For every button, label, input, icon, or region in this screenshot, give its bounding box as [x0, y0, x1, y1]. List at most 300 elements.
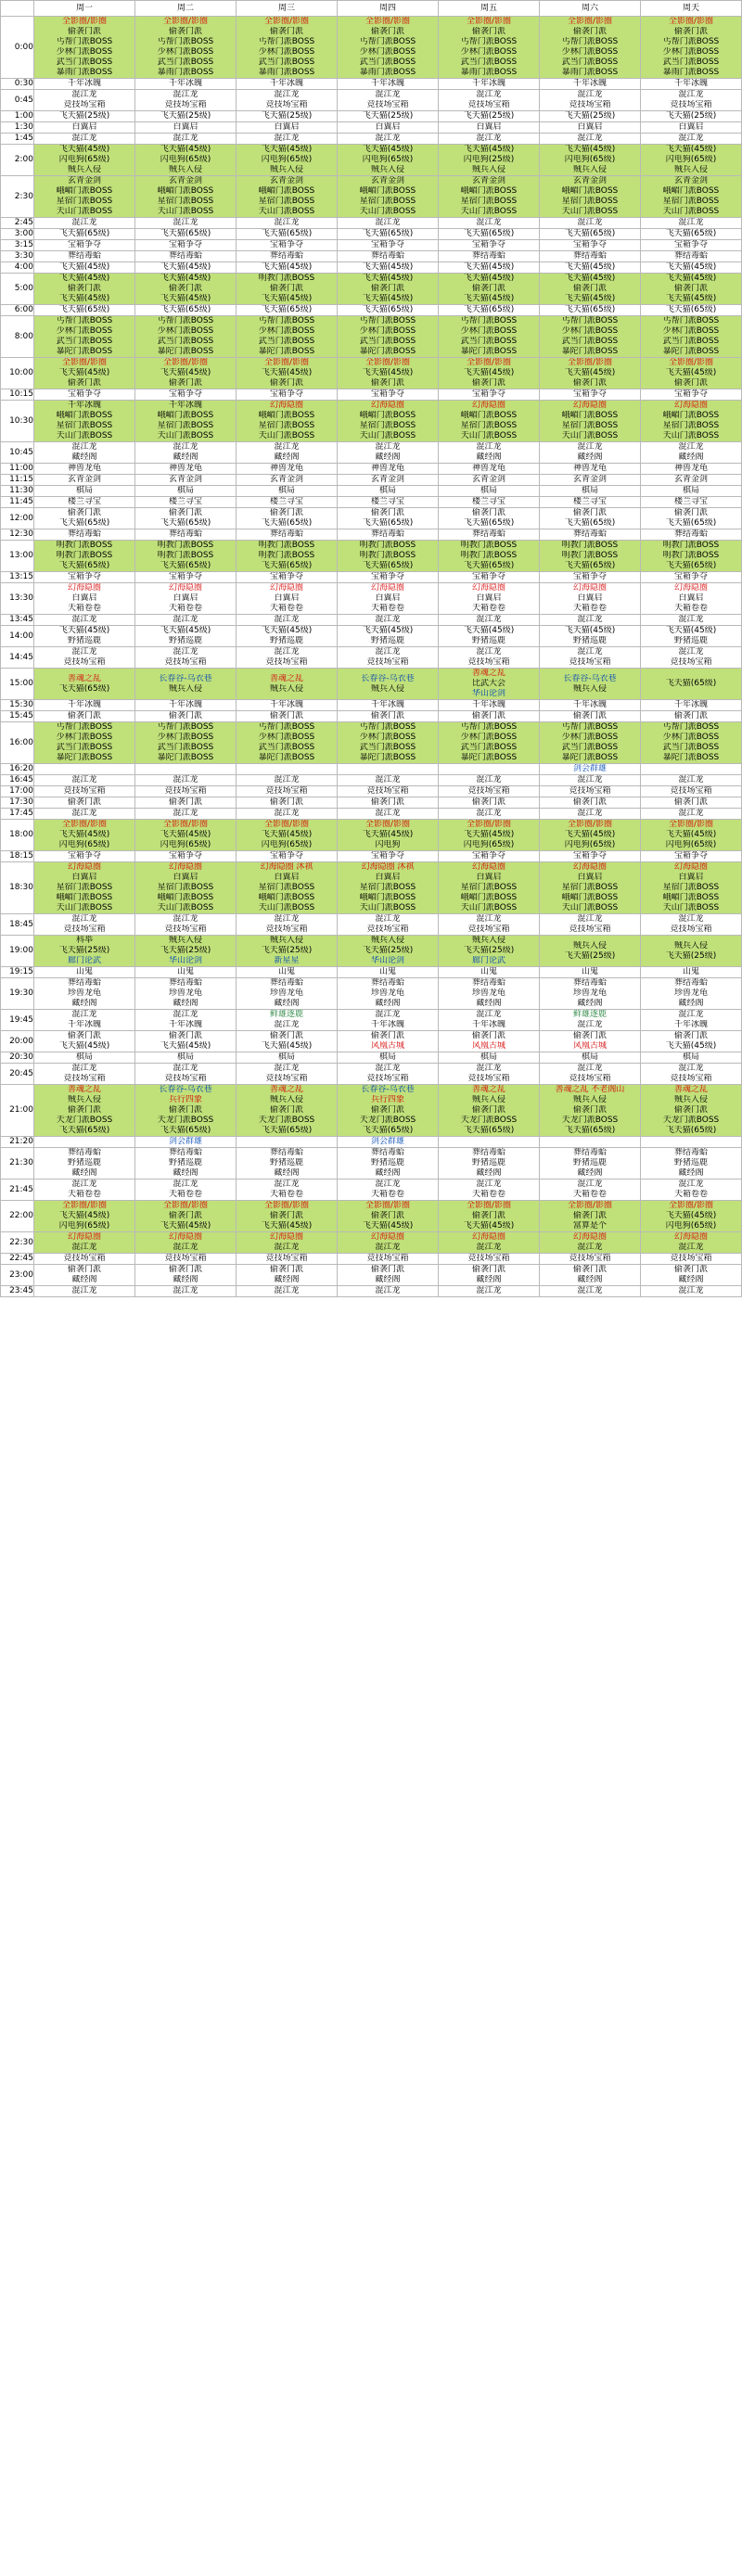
event-entry: 飞天猫(45级): [564, 294, 616, 303]
event-entry: 混江龙: [173, 1286, 198, 1295]
event-entry: 竞技场宝箱: [366, 657, 409, 667]
day-header-1: 周一: [34, 1, 135, 17]
event-entry: 飞天猫(25级): [564, 111, 616, 121]
schedule-cell: [338, 176, 439, 218]
schedule-cell: [135, 615, 237, 626]
schedule-cell: [237, 862, 338, 914]
schedule-cell: [237, 240, 338, 251]
event-entry: 暴雨门派BOSS: [460, 68, 518, 77]
event-entry: 幻海隐圈: [471, 583, 505, 593]
schedule-cell: [540, 251, 641, 262]
event-entry: 藏经阁: [274, 999, 300, 1008]
schedule-cell: [641, 464, 742, 475]
schedule-cell: [641, 218, 742, 229]
schedule-cell: [135, 797, 237, 809]
event-entry: 千年冰魄: [168, 401, 202, 410]
event-entry: 长春谷-乌衣巷: [563, 673, 617, 683]
event-entry: 千年冰魄: [370, 79, 404, 88]
schedule-cell: [439, 1148, 540, 1180]
event-entry: 飞天猫(45级): [362, 145, 414, 154]
schedule-cell: [439, 464, 540, 475]
schedule-cell: [34, 1137, 135, 1148]
schedule-cell: [641, 442, 742, 464]
event-entry: 贼兵入侵: [168, 165, 202, 174]
event-entry: 偷袭门派: [572, 284, 607, 293]
time-label: 2:45: [1, 218, 34, 229]
event-entry: 星宿门派BOSS: [662, 883, 720, 892]
event-entry: 武当门派BOSS: [56, 743, 113, 752]
event-entry: 贼兵入侵: [673, 165, 708, 174]
event-entry: 藏经阁: [476, 453, 502, 462]
event-entry: 藏经阁: [375, 453, 401, 462]
schedule-cell: [135, 274, 237, 305]
schedule-row: [1, 797, 742, 809]
schedule-cell: [439, 274, 540, 305]
schedule-cell: [439, 700, 540, 711]
event-entry: 幻海隐圈: [168, 1232, 202, 1242]
event-entry: 混江龙: [678, 1286, 704, 1295]
schedule-cell: [641, 809, 742, 820]
schedule-cell: [237, 122, 338, 134]
event-entry: 天龙门派BOSS: [56, 1116, 113, 1125]
schedule-cell: [135, 145, 237, 176]
schedule-cell: [237, 797, 338, 809]
event-entry: 混江龙: [274, 134, 300, 143]
event-entry: 飞天猫(45级): [463, 626, 515, 635]
event-entry: 少林门派BOSS: [561, 47, 619, 57]
schedule-cell: [540, 722, 641, 764]
schedule-cell: [237, 1201, 338, 1232]
schedule-cell: [237, 722, 338, 764]
schedule-cell: [338, 529, 439, 541]
event-entry: 混江龙: [577, 1243, 603, 1252]
event-entry: 楼兰寻宝: [673, 497, 708, 506]
event-entry: 混江龙: [375, 1180, 401, 1189]
event-entry: 长春谷-乌衣巷: [361, 673, 415, 683]
event-entry: 宝箱争夺: [67, 851, 101, 861]
event-entry: 丐帮门派BOSS: [56, 316, 113, 325]
event-entry: 楼兰寻宝: [168, 497, 202, 506]
event-entry: 葬结毒蛤: [471, 1148, 505, 1157]
event-entry: 飞天猫(65级): [160, 305, 211, 314]
event-entry: 竞技场宝箱: [63, 1254, 106, 1263]
table-body: [1, 17, 742, 1297]
event-entry: 星宿门派BOSS: [359, 883, 416, 892]
event-entry: 混江龙: [375, 90, 401, 99]
time-label: 17:45: [1, 809, 34, 820]
event-entry: 丐帮门派BOSS: [662, 722, 720, 732]
time-label: 18:15: [1, 851, 34, 862]
event-entry: 葬结毒蛤: [370, 978, 404, 988]
event-entry: 幻海隐圈: [269, 583, 303, 593]
schedule-cell: [641, 967, 742, 978]
schedule-cell: [439, 862, 540, 914]
schedule-cell: [237, 572, 338, 583]
event-entry: 珍兽龙龟: [67, 988, 101, 998]
event-entry: 风凰古城: [572, 1041, 607, 1051]
schedule-cell: [439, 176, 540, 218]
event-entry: 混江龙: [71, 809, 97, 818]
event-entry: 长春谷-乌衣巷: [361, 1085, 415, 1094]
schedule-cell: [641, 529, 742, 541]
schedule-cell: [135, 1286, 237, 1297]
schedule-cell: [540, 529, 641, 541]
event-entry: 竞技场宝箱: [670, 925, 712, 934]
schedule-cell: [34, 79, 135, 90]
schedule-cell: [237, 176, 338, 218]
schedule-cell: [237, 274, 338, 305]
event-entry: 白翼启: [71, 593, 97, 603]
schedule-cell: [641, 647, 742, 669]
event-entry: 野猪巡鹿: [471, 636, 505, 645]
schedule-cell: [439, 17, 540, 79]
event-entry: 混江龙: [678, 218, 704, 227]
event-entry: 闪电狗(65级): [665, 155, 717, 164]
schedule-cell: [338, 1064, 439, 1085]
event-entry: 棋局: [277, 1052, 295, 1062]
event-entry: 全影圈/影圈: [668, 358, 714, 367]
schedule-cell: [338, 722, 439, 764]
event-entry: 天箱卷卷: [168, 604, 202, 613]
event-entry: 珍兽龙龟: [673, 988, 708, 998]
schedule-cell: [237, 1137, 338, 1148]
event-entry: 藏经阁: [375, 1275, 401, 1284]
event-entry: 混江龙: [375, 1064, 401, 1073]
event-entry: 飞天猫(45级): [362, 626, 414, 635]
event-entry: 宝箱争夺: [269, 389, 303, 399]
event-entry: 飞天猫(45级): [463, 274, 515, 283]
event-entry: 廊门论武: [471, 956, 505, 965]
event-entry: 混江龙: [375, 775, 401, 784]
event-entry: 峨嵋门派BOSS: [359, 411, 416, 420]
event-entry: 暴陀门派BOSS: [157, 347, 214, 356]
schedule-cell: [34, 1148, 135, 1180]
schedule-cell: [641, 1085, 742, 1137]
event-entry: 葬结毒蛤: [572, 529, 607, 539]
schedule-cell: [439, 401, 540, 442]
schedule-cell: [540, 583, 641, 615]
event-entry: 全影圈/影圈: [162, 17, 209, 26]
schedule-cell: [641, 669, 742, 700]
event-entry: 廊门论武: [67, 956, 101, 965]
event-entry: 竞技场宝箱: [467, 100, 510, 109]
event-entry: 竞技场宝箱: [63, 657, 106, 667]
event-entry: 混江龙: [173, 1180, 198, 1189]
event-entry: 飞天猫(45级): [463, 1221, 515, 1231]
schedule-cell: [540, 262, 641, 274]
schedule-row: [1, 626, 742, 647]
schedule-cell: [439, 936, 540, 967]
schedule-row: [1, 978, 742, 1010]
event-entry: 风凰古城: [370, 1041, 404, 1051]
event-entry: 竞技场宝箱: [366, 1074, 409, 1083]
event-entry: 少林门派BOSS: [157, 47, 214, 57]
event-entry: 楼兰寻宝: [67, 497, 101, 506]
event-entry: 混江龙: [476, 1010, 502, 1019]
event-entry: 楼兰寻宝: [370, 497, 404, 506]
schedule-cell: [540, 1265, 641, 1286]
event-entry: 野猪巡鹿: [471, 1158, 505, 1167]
event-entry: 藏经阁: [173, 453, 198, 462]
event-entry: 混江龙: [71, 914, 97, 924]
event-entry: 华山论剑: [168, 956, 202, 965]
schedule-cell: [338, 786, 439, 797]
event-entry: 宝箱争夺: [572, 572, 607, 581]
schedule-cell: [540, 1010, 641, 1031]
event-entry: 幻海隐圈: [673, 1232, 708, 1242]
schedule-cell: [237, 229, 338, 240]
time-label: 18:30: [1, 862, 34, 914]
schedule-row: [1, 1148, 742, 1180]
event-entry: 偷袭门派: [269, 27, 303, 36]
event-entry: 竞技场宝箱: [366, 100, 409, 109]
event-entry: 飞天猫(65级): [665, 679, 717, 688]
event-entry: 少林门派BOSS: [662, 326, 720, 336]
event-entry: 星宿门派BOSS: [460, 421, 518, 430]
event-entry: 混江龙: [71, 1286, 97, 1295]
schedule-cell: [34, 497, 135, 508]
event-entry: 棋局: [277, 486, 295, 495]
event-entry: 飞天猫(45级): [665, 1211, 717, 1220]
event-entry: 飞天猫(45级): [564, 626, 616, 635]
schedule-cell: [641, 358, 742, 389]
event-entry: 丐帮门派BOSS: [258, 37, 315, 46]
event-entry: 宝箱争夺: [673, 389, 708, 399]
event-entry: 混江龙: [71, 647, 97, 657]
schedule-cell: [34, 1265, 135, 1286]
event-entry: 飞天猫(45级): [362, 262, 414, 272]
event-entry: 少林门派BOSS: [561, 326, 619, 336]
event-entry: 丐帮门派BOSS: [359, 316, 416, 325]
event-entry: 明教门派BOSS: [460, 541, 518, 550]
event-entry: 野猪巡鹿: [269, 636, 303, 645]
schedule-cell: [135, 1137, 237, 1148]
schedule-cell: [237, 316, 338, 358]
event-entry: 少林门派BOSS: [561, 733, 619, 742]
schedule-cell: [34, 1010, 135, 1031]
event-entry: 天山门派BOSS: [56, 431, 113, 440]
event-entry: 华山论剑: [370, 956, 404, 965]
event-entry: 偷袭门派: [269, 508, 303, 517]
event-entry: 长春谷-乌衣巷: [159, 673, 212, 683]
event-entry: 混江龙: [173, 1243, 198, 1252]
schedule-cell: [237, 967, 338, 978]
event-entry: 少林门派BOSS: [56, 47, 113, 57]
schedule-cell: [641, 820, 742, 851]
event-entry: 神兽龙龟: [572, 464, 607, 473]
event-entry: 混江龙: [274, 90, 300, 99]
event-entry: 丐帮门派BOSS: [56, 37, 113, 46]
schedule-row: [1, 914, 742, 936]
time-label: 8:00: [1, 316, 34, 358]
schedule-cell: [135, 486, 237, 497]
event-entry: 星宿门派BOSS: [662, 197, 720, 206]
event-entry: 神兽龙龟: [168, 464, 202, 473]
schedule-cell: [338, 497, 439, 508]
event-entry: 飞天猫(25级): [261, 111, 313, 121]
schedule-row: [1, 17, 742, 79]
event-entry: 飞天猫(65级): [665, 561, 717, 570]
event-entry: 飞天猫(65级): [463, 305, 515, 314]
event-entry: 偷袭门派: [67, 1031, 101, 1040]
schedule-cell: [135, 541, 237, 572]
event-entry: 野猪巡鹿: [168, 636, 202, 645]
event-entry: 竞技场宝箱: [164, 1074, 207, 1083]
event-entry: 玄青金剑: [269, 176, 303, 185]
schedule-cell: [540, 475, 641, 486]
event-entry: 暴陀门派BOSS: [561, 753, 619, 762]
schedule-cell: [135, 775, 237, 786]
event-entry: 武当门派BOSS: [359, 337, 416, 346]
event-entry: 暴陀门派BOSS: [359, 347, 416, 356]
event-entry: 混江龙: [577, 1180, 603, 1189]
schedule-cell: [34, 17, 135, 79]
schedule-cell: [237, 1254, 338, 1265]
schedule-cell: [540, 145, 641, 176]
schedule-cell: [338, 475, 439, 486]
event-entry: 幻海隐圈: [370, 401, 404, 410]
event-entry: 飞天猫(65级): [58, 561, 110, 570]
event-entry: 竞技场宝箱: [670, 1254, 712, 1263]
event-entry: 千年冰魄: [168, 700, 202, 709]
event-entry: 贼兵入侵: [572, 940, 607, 950]
event-entry: 宝箱争夺: [67, 389, 101, 399]
event-entry: 兵行四象: [168, 1095, 202, 1104]
event-entry: 偷袭门派: [471, 1031, 505, 1040]
event-entry: 飞天猫(65级): [665, 229, 717, 238]
event-entry: 玄青金剑: [67, 475, 101, 484]
event-entry: 混江龙: [173, 442, 198, 452]
event-entry: 混江龙: [173, 1064, 198, 1073]
schedule-cell: [237, 1232, 338, 1254]
event-entry: 飞天猫(65级): [58, 305, 110, 314]
event-entry: 全影圈/影圈: [668, 820, 714, 829]
schedule-cell: [641, 764, 742, 775]
event-entry: 偷袭门派: [168, 1265, 202, 1274]
schedule-cell: [338, 936, 439, 967]
event-entry: 混江龙: [71, 775, 97, 784]
schedule-row: [1, 508, 742, 529]
event-entry: 棋局: [378, 486, 396, 495]
schedule-cell: [237, 626, 338, 647]
schedule-row: [1, 1010, 742, 1031]
event-entry: 玄青金剑: [168, 176, 202, 185]
schedule-cell: [34, 134, 135, 145]
event-entry: 闪电狗: [375, 840, 401, 849]
event-entry: 宝箱争夺: [471, 240, 505, 249]
event-entry: 宝箱争夺: [471, 572, 505, 581]
schedule-cell: [439, 508, 540, 529]
event-entry: 天山门派BOSS: [157, 431, 214, 440]
event-entry: 全影圈/影圈: [263, 820, 310, 829]
event-entry: 宝箱争夺: [370, 851, 404, 861]
event-entry: 混江龙: [678, 1064, 704, 1073]
event-entry: 竞技场宝箱: [569, 1254, 611, 1263]
event-entry: 藏经阁: [173, 1168, 198, 1178]
schedule-cell: [237, 251, 338, 262]
day-header-7: 周天: [641, 1, 742, 17]
event-entry: 飞天猫(65级): [665, 518, 717, 528]
schedule-cell: [135, 820, 237, 851]
event-entry: 飞天猫(45级): [665, 368, 717, 377]
event-entry: 神兽龙龟: [269, 464, 303, 473]
event-entry: 混江龙: [678, 914, 704, 924]
schedule-cell: [34, 978, 135, 1010]
event-entry: 偷袭门派: [471, 1105, 505, 1115]
event-entry: 全影圈/影圈: [263, 1201, 310, 1210]
schedule-row: [1, 583, 742, 615]
event-entry: 飞天猫(45级): [160, 145, 211, 154]
event-entry: 混江龙: [678, 615, 704, 624]
schedule-cell: [540, 389, 641, 401]
event-entry: 神兽龙龟: [673, 464, 708, 473]
event-entry: 偷袭门派: [471, 27, 505, 36]
schedule-cell: [34, 529, 135, 541]
schedule-row: [1, 615, 742, 626]
event-entry: 明教门派BOSS: [359, 541, 416, 550]
schedule-cell: [338, 389, 439, 401]
event-entry: 星宿门派BOSS: [561, 197, 619, 206]
event-entry: 白翼启: [375, 593, 401, 603]
event-entry: 竞技场宝箱: [670, 1074, 712, 1083]
schedule-cell: [237, 442, 338, 464]
event-entry: 峨嵋门派BOSS: [157, 411, 214, 420]
event-entry: 偷袭门派: [67, 711, 101, 721]
event-entry: 飞天猫(45级): [564, 145, 616, 154]
event-entry: 峨嵋门派BOSS: [258, 186, 315, 196]
schedule-row: [1, 389, 742, 401]
schedule-cell: [540, 316, 641, 358]
event-entry: 暴陀门派BOSS: [359, 753, 416, 762]
schedule-cell: [34, 797, 135, 809]
schedule-cell: [540, 1148, 641, 1180]
schedule-cell: [135, 529, 237, 541]
time-label: 2:00: [1, 145, 34, 176]
event-entry: 偷袭门派: [370, 1105, 404, 1115]
schedule-cell: [237, 111, 338, 122]
event-entry: 飞天猫(45级): [665, 1041, 717, 1051]
event-entry: 宝箱争夺: [572, 851, 607, 861]
event-entry: 玄青金剑: [269, 475, 303, 484]
event-entry: 少林门派BOSS: [662, 47, 720, 57]
event-entry: 千年冰魄: [471, 79, 505, 88]
schedule-row: [1, 176, 742, 218]
event-entry: 葬结毒蛤: [370, 1148, 404, 1157]
schedule-cell: [135, 240, 237, 251]
event-entry: 幻海隐圈: [269, 401, 303, 410]
event-entry: 偷袭门派: [673, 797, 708, 807]
event-entry: 丐帮门派BOSS: [561, 316, 619, 325]
event-entry: 天山门派BOSS: [460, 903, 518, 912]
event-entry: 武当门派BOSS: [258, 57, 315, 67]
event-entry: 混江龙: [476, 647, 502, 657]
time-label: 21:20: [1, 1137, 34, 1148]
schedule-cell: [641, 17, 742, 79]
event-entry: 玄青金剑: [673, 475, 708, 484]
schedule-cell: [34, 1232, 135, 1254]
event-entry: 葬结毒蛤: [572, 251, 607, 261]
event-entry: 混江龙: [173, 914, 198, 924]
schedule-row: [1, 497, 742, 508]
schedule-row: [1, 475, 742, 486]
schedule-cell: [34, 1064, 135, 1085]
schedule-cell: [237, 1085, 338, 1137]
schedule-cell: [641, 122, 742, 134]
event-entry: 长春谷-乌衣巷: [159, 1085, 212, 1094]
event-entry: 幻海隐圈: [471, 1232, 505, 1242]
event-entry: 暴陀门派BOSS: [460, 753, 518, 762]
event-entry: 星宿门派BOSS: [157, 197, 214, 206]
